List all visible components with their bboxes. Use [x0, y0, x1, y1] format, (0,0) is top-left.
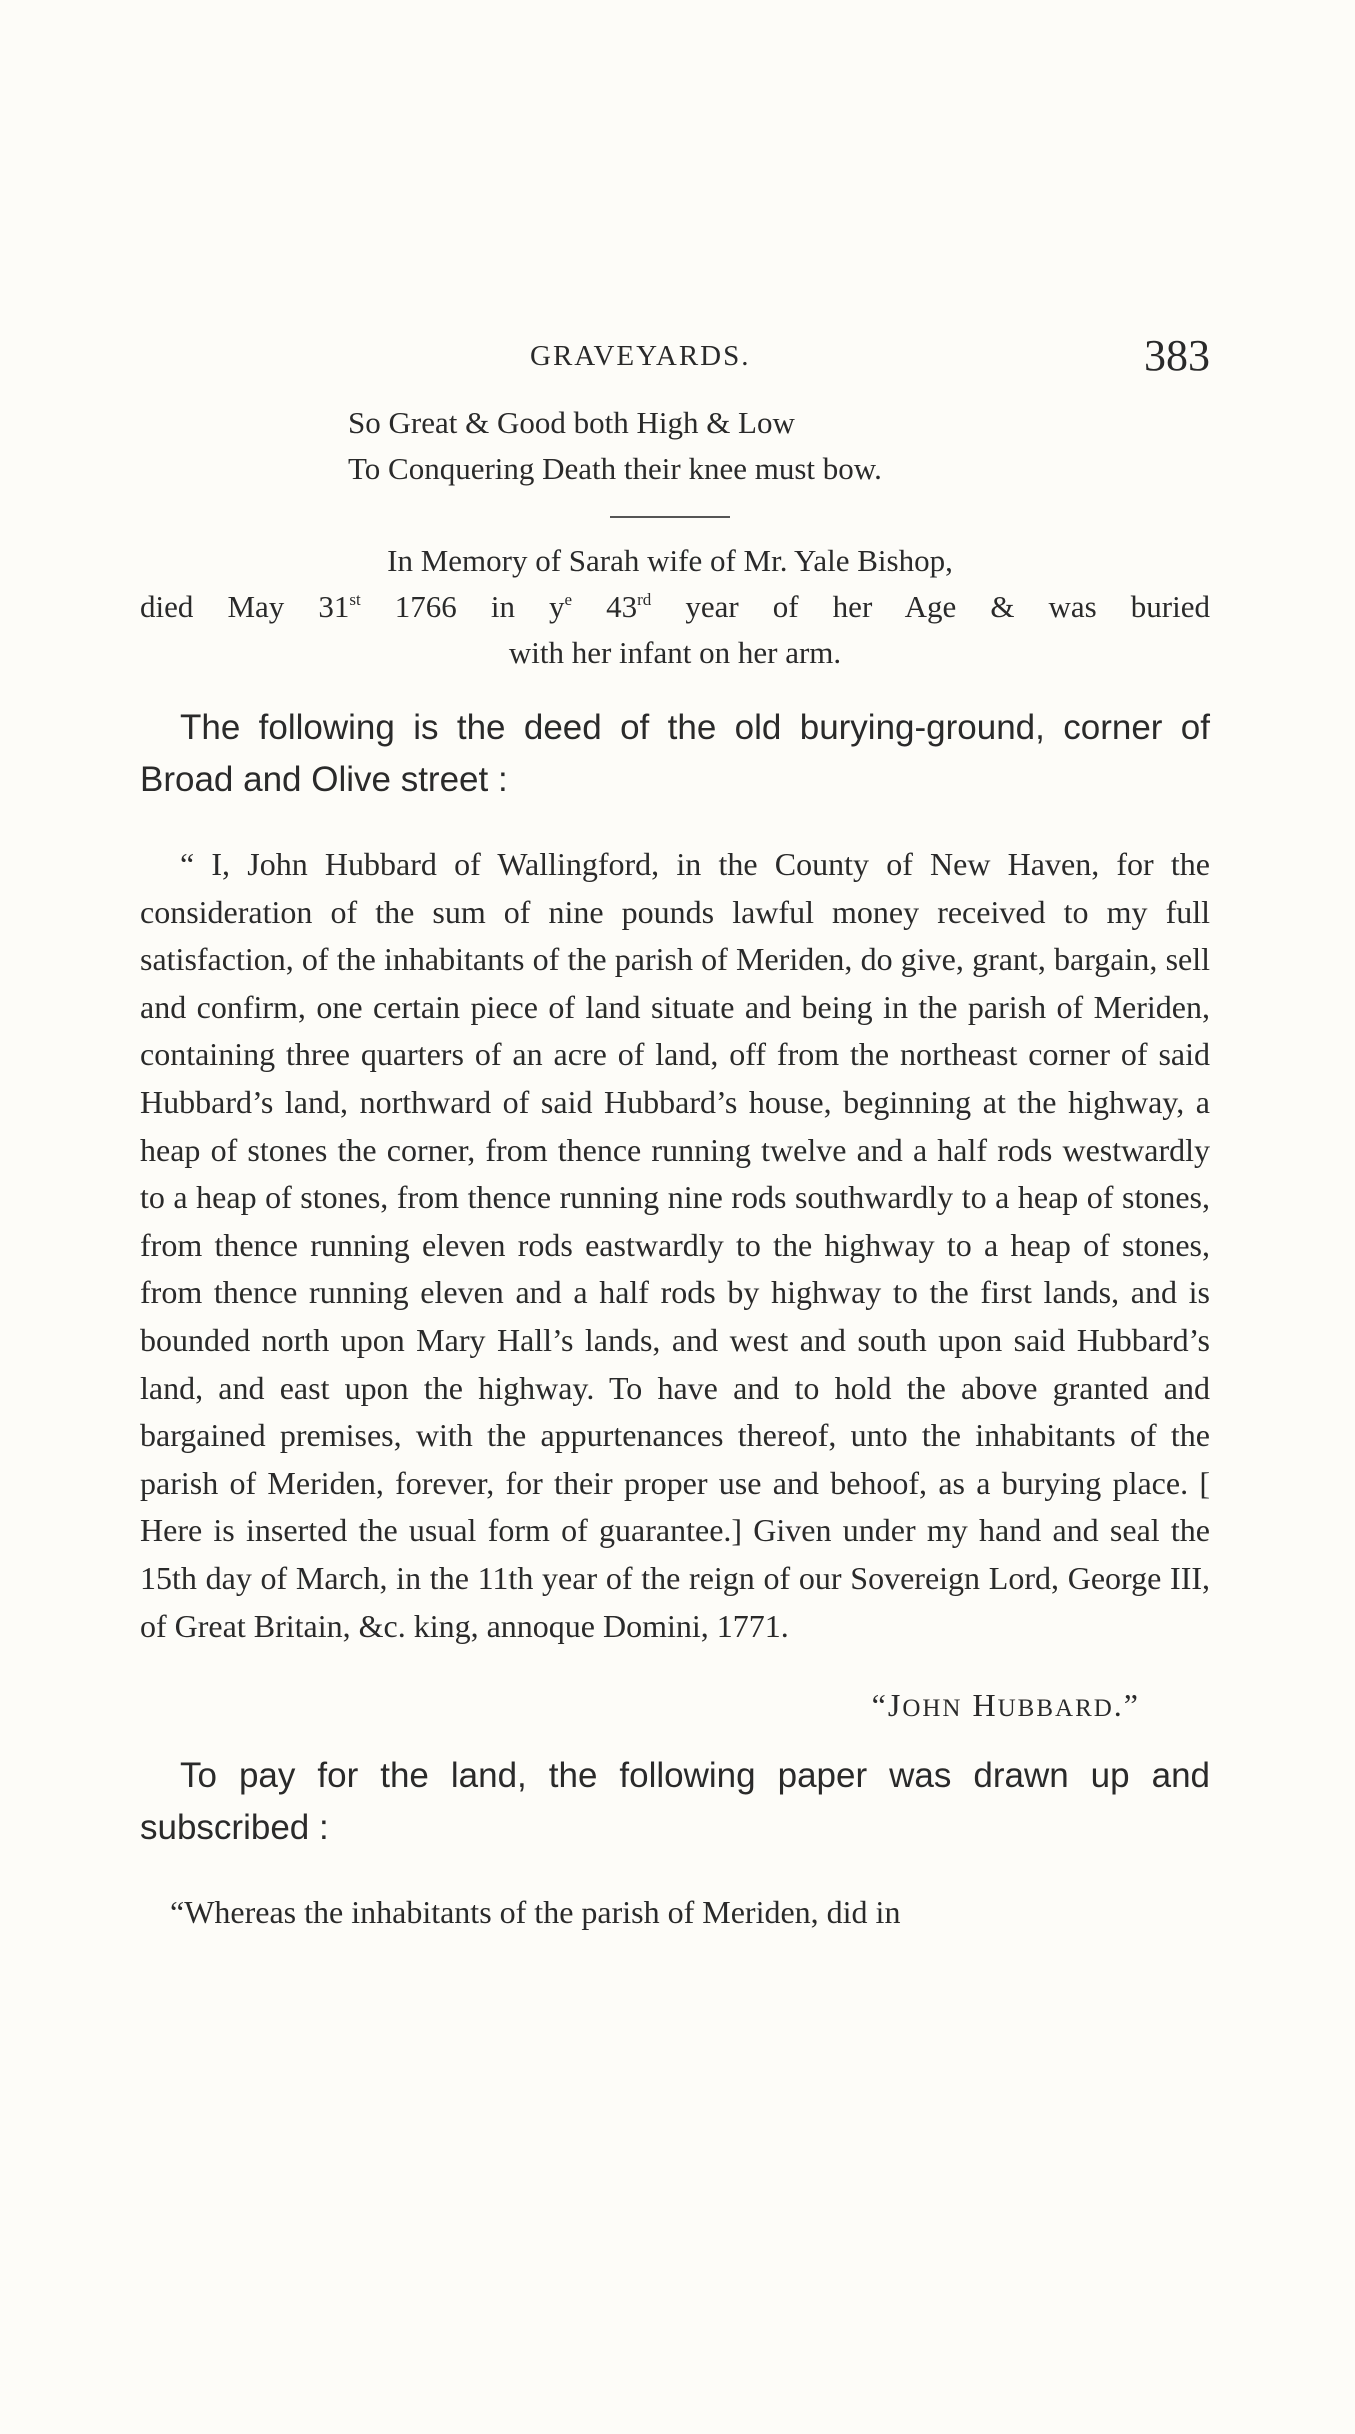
memorial-line [140, 584, 1210, 630]
signature-text: .” [1113, 1687, 1140, 1724]
memorial-line: In Memory of Sarah wife of Mr. Yale Bishop, [387, 543, 953, 578]
memorial-line: with her infant on her arm. [508, 635, 842, 670]
superscript: rd [637, 590, 652, 609]
deed-text: “ I, John Hubbard of Wallingford, in the County of New Haven, for the consideration of the sum of nine pounds lawful money received to my full satisfaction, of the inhabitants of the parish of Meriden, do give, grant, bargain, sell and confirm, one certain piece of land situate and being in the parish of Meriden, containing three quarters of an acre of land, off from the northeast corner of said Hubbard’s land, northward of said Hubbard’s house, beginning at the highway, a heap of stones the corner, from thence running twelve and a half rods westwardly to a heap of stones, from thence running nine rods southwardly to a heap of stones, from thence running eleven rods eastwardly to the highway to a heap of stones, from thence running eleven and a half rods by highway to the first lands, and is bounded north upon Mary Hall’s lands, and west and south upon said Hubbard’s land, and east upon the highway. To have and to hold the above granted and bargained premises, with the appurtenances thereof, unto the inhabitants of the parish of Meriden, forever, for their proper use and behoof, as a burying place. [ Here is inserted the usual form of guarantee.] Given under my hand and seal the 15th day of March, in the 11th year of the reign of our Sovereign Lord, George III, of Great Britain, &c. king, annoque Domini, 1771. [140, 846, 1210, 1644]
signature-text: OHN [902, 1695, 963, 1723]
page-header [140, 330, 1210, 390]
subscription-introduction: To pay for the land, the following paper was drawn up and subscribed : [140, 1756, 1210, 1848]
memorial-text: year of her Age & was buried [651, 589, 1211, 624]
verse-line: So Great & Good both High & Low [348, 405, 795, 440]
page-number: 383 [1144, 331, 1210, 380]
book-page [140, 330, 1210, 1936]
memorial-text: 1766 in y [360, 589, 565, 624]
memorial-inscription [140, 538, 1210, 676]
section-divider [610, 516, 730, 518]
deed-signature [140, 1682, 1210, 1732]
memorial-text: died May 31 [140, 589, 350, 624]
superscript: st [349, 590, 361, 609]
superscript: e [564, 590, 573, 609]
signature-text: “J [871, 1687, 903, 1724]
memorial-text: 43 [572, 589, 638, 624]
signature-text: UBBARD [997, 1695, 1114, 1723]
signature-text: H [962, 1687, 998, 1724]
deed-introduction: The following is the deed of the old burying-ground, corner of Broad and Olive street : [140, 708, 1210, 799]
verse-line: To Conquering Death their knee must bow. [348, 451, 882, 486]
subscription-text: “Whereas the inhabitants of the parish of Meriden, did in [170, 1894, 901, 1931]
epitaph-verse [348, 400, 1210, 492]
running-head: GRAVEYARDS. [530, 340, 751, 372]
